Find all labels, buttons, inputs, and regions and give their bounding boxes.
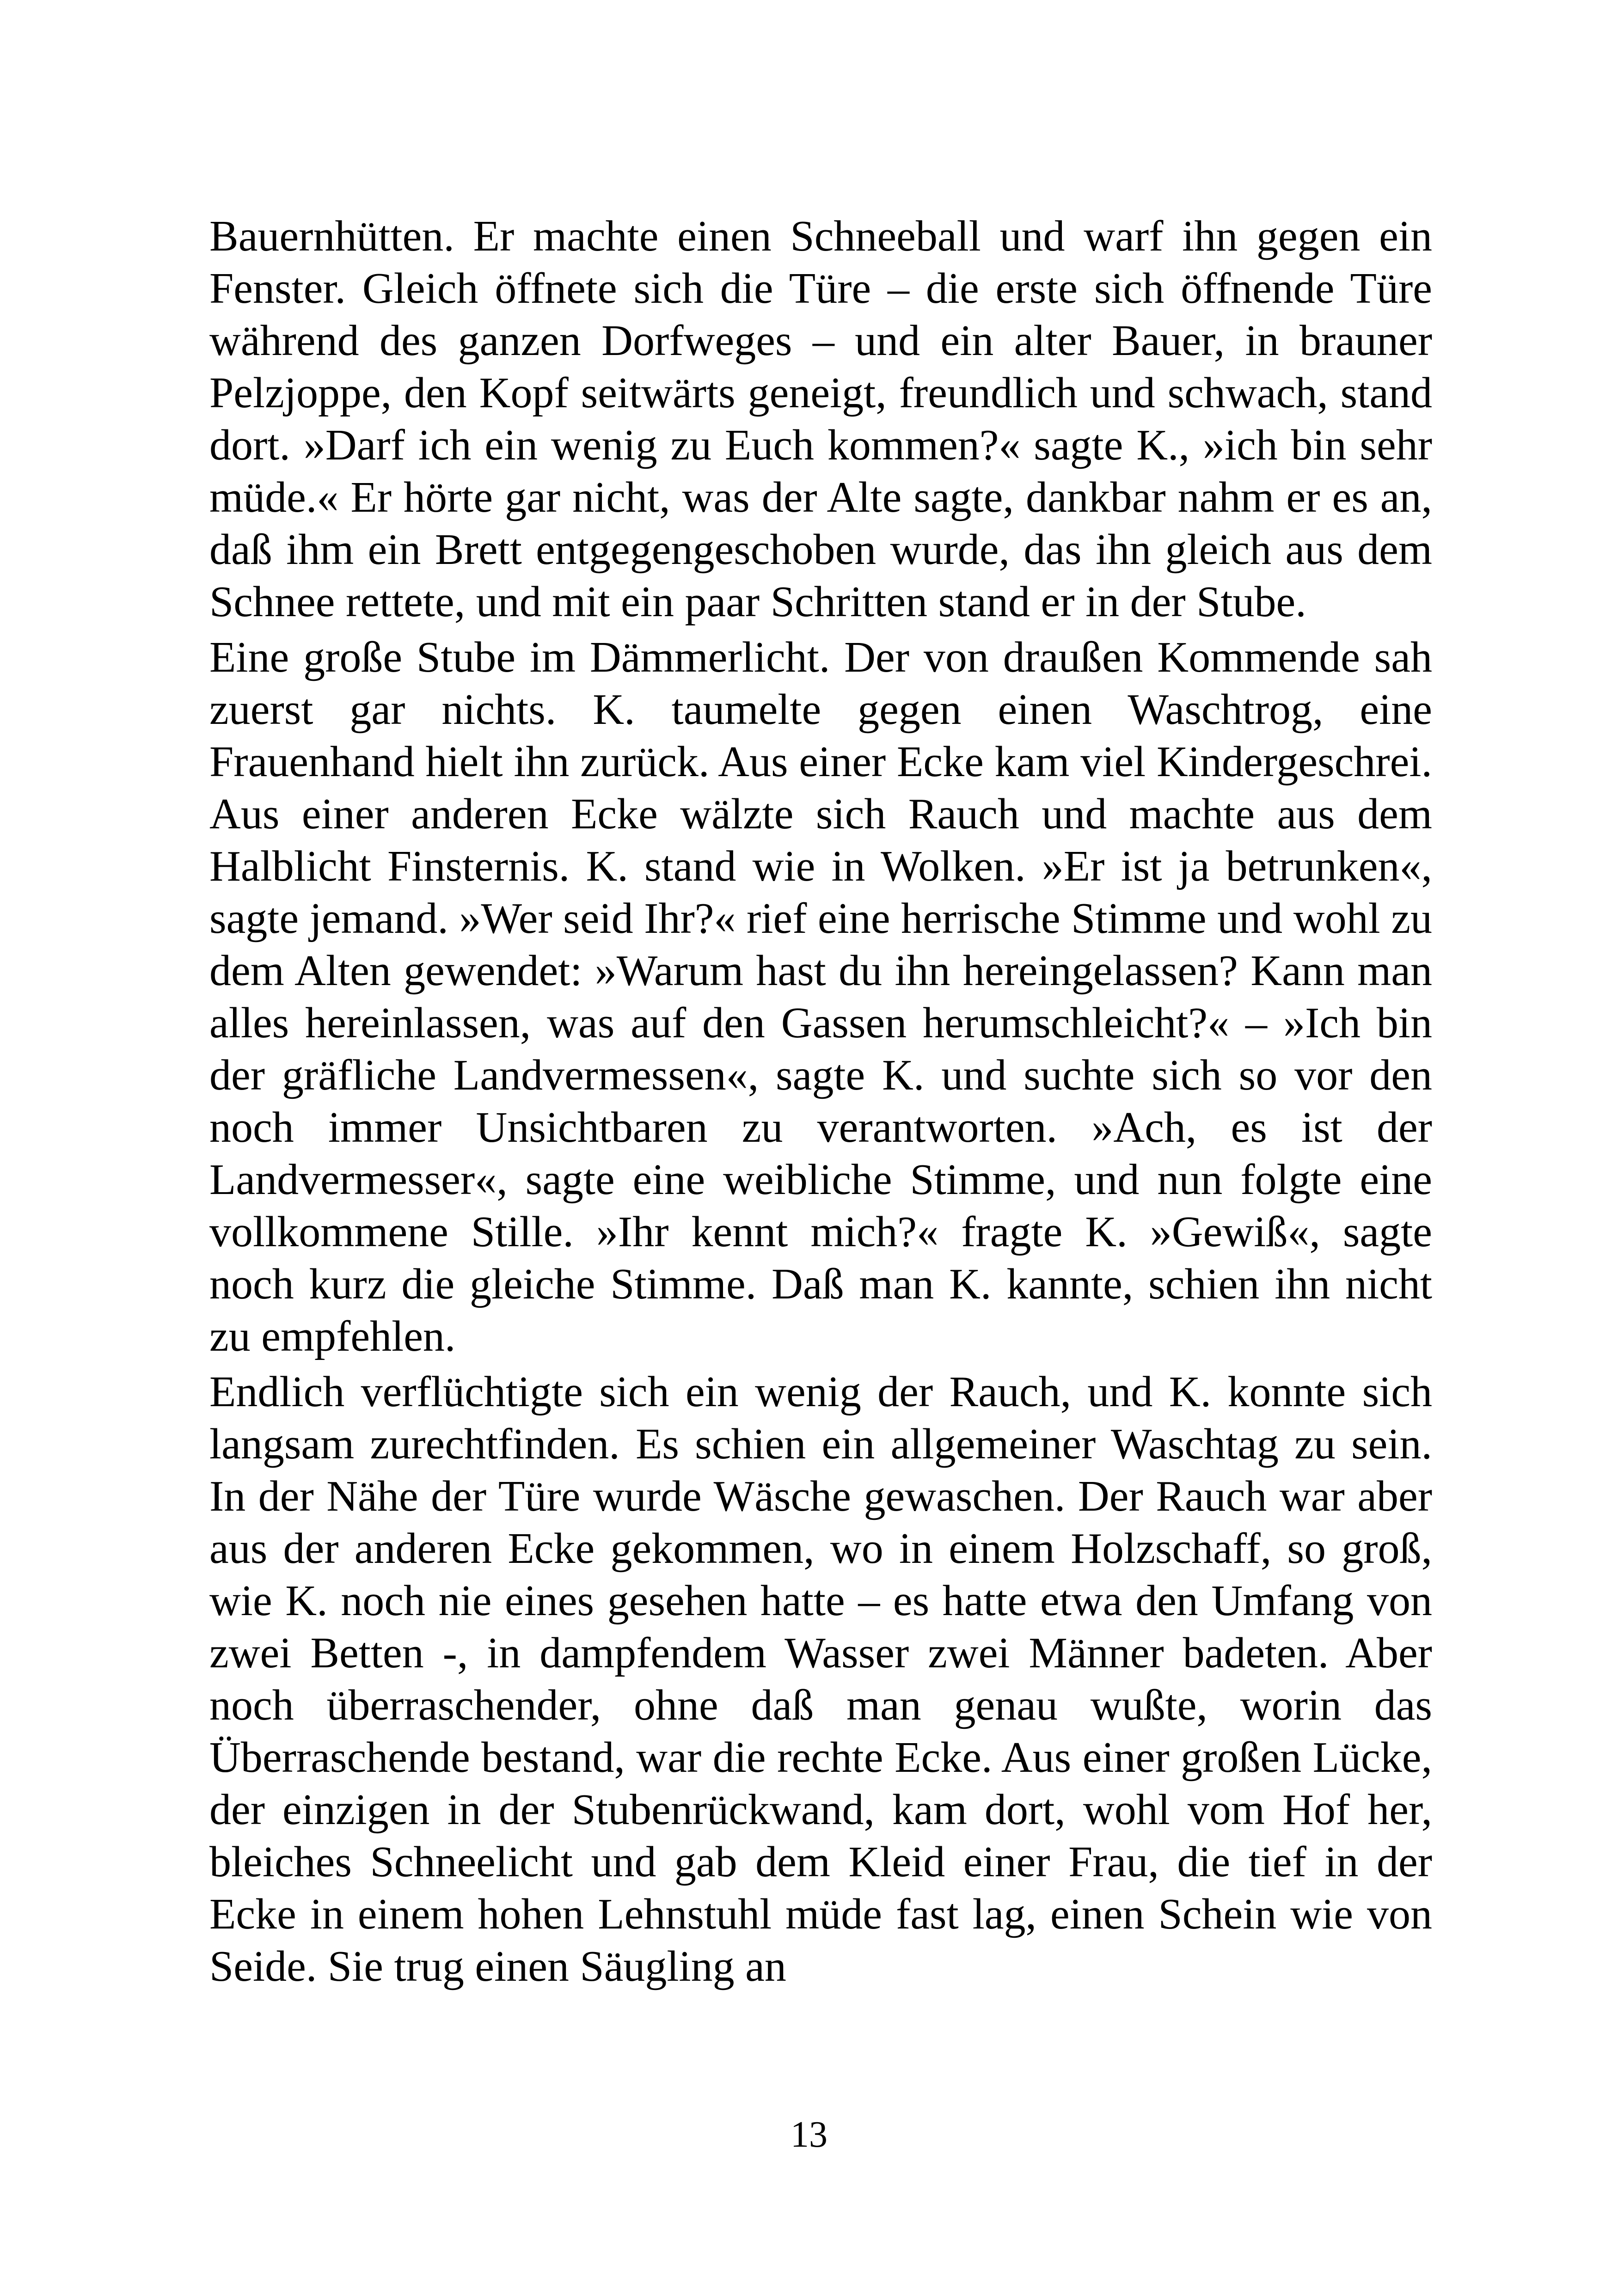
page-number: 13 (791, 2114, 827, 2155)
paragraph-1: Bauernhütten. Er machte einen Schneeball und warf ihn gegen ein Fenster. Gleich öffnete sich die Türe – die erste sich öffnende Türe während des ganzen Dorfweges – und ein alter Bauer, in brauner Pelzjoppe, den Kopf seitwärts geneigt, freundlich und schwach, stand dort. »Darf ich ein wenig zu Euch kommen?« sagte K., »ich bin sehr müde.« Er hörte gar nicht, was der Alte sagte, dankbar nahm er es an, daß ihm ein Brett entgegengeschoben wurde, das ihn gleich aus dem Schnee rettete, und mit ein paar Schritten stand er in der Stube. (209, 212, 1432, 626)
paragraph-2: Eine große Stube im Dämmerlicht. Der von draußen Kommende sah zuerst gar nichts. K. taumelte gegen einen Waschtrog, eine Frauenhand hielt ihn zurück. Aus einer Ecke kam viel Kindergeschrei. Aus einer anderen Ecke wälzte sich Rauch und machte aus dem Halblicht Finsternis. K. stand wie in Wolken. »Er ist ja betrunken«, sagte jemand. »Wer seid Ihr?« rief eine herrische Stimme und wohl zu dem Alten gewendet: »Warum hast du ihn hereingelassen? Kann man alles hereinlassen, was auf den Gassen herumschleicht?« – »Ich bin der gräfliche Landvermessen«, sagte K. und suchte sich so vor den noch immer Unsichtbaren zu verantworten. »Ach, es ist der Landvermesser«, sagte eine weibliche Stimme, und nun folgte eine vollkommene Stille. »Ihr kennt mich?« fragte K. »Gewiß«, sagte noch kurz die gleiche Stimme. Daß man K. kannte, schien ihn nicht zu empfehlen. (209, 633, 1432, 1360)
paragraph-3: Endlich verflüchtigte sich ein wenig der Rauch, und K. konnte sich langsam zurechtfinden. Es schien ein allgemeiner Waschtag zu sein. In der Nähe der Türe wurde Wäsche gewaschen. Der Rauch war aber aus der anderen Ecke gekommen, wo in einem Holzschaff, so groß, wie K. noch nie eines gesehen hatte – es hatte etwa den Umfang von zwei Betten -, in dampfendem Wasser zwei Männer badeten. Aber noch überraschender, ohne daß man genau wußte, worin das Überraschende bestand, war die rechte Ecke. Aus einer großen Lücke, der einzigen in der Stubenrückwand, kam dort, wohl vom Hof her, bleiches Schneelicht und gab dem Kleid einer Frau, die tief in der Ecke in einem hohen Lehnstuhl müde fast lag, einen Schein wie von Seide. Sie trug einen Säugling an (209, 1368, 1432, 1990)
body-text (209, 210, 1432, 1996)
